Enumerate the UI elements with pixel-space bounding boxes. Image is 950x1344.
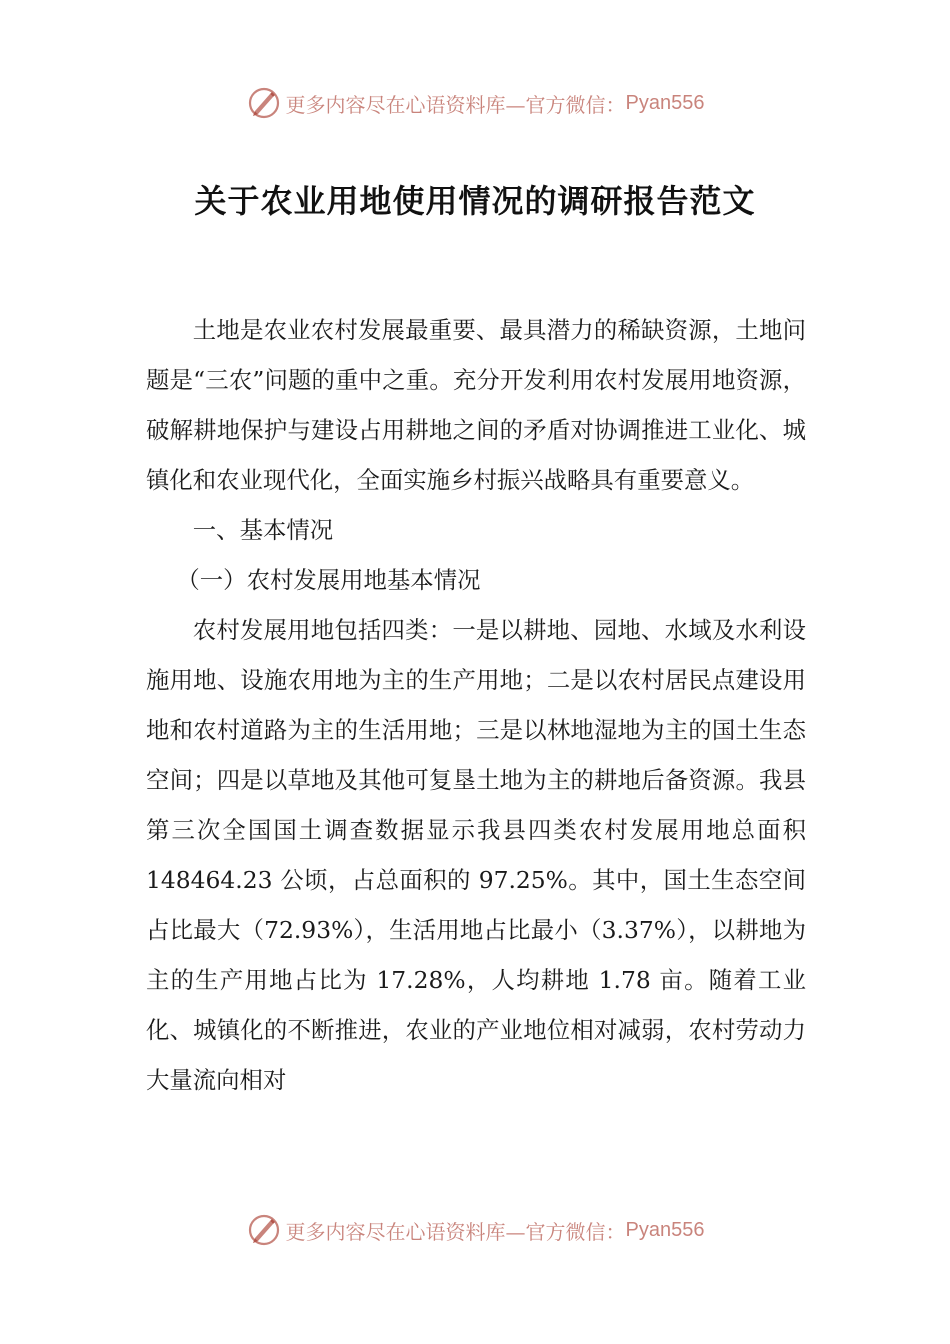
watermark-text: 更多内容尽在心语资料库—官方微信： (285, 92, 626, 117)
pen-emblem-icon (246, 85, 282, 121)
footer-watermark-banner (0, 1208, 950, 1252)
wechat-id: Pyan556 (625, 1218, 705, 1241)
subsection-heading: （一）农村发展用地基本情况 (176, 566, 481, 594)
body-paragraph: 农村发展用地包括四类：一是以耕地、园地、水域及水利设施用地、设施农用地为主的生产用地；二是以农村居民点建设用地和农村道路为主的生活用地；三是以林地湿地为主的国土生态空间；四是以草地及其他可复垦土地为主的耕地后备资源。我县第三次全国国土调查数据显示我县四类农村发展用地总面积 148464.23 公顷，占总面积的 97.25%。其中，国土生态空间占比最大（72.93%），生活用地占比最小（3.37%），以耕地为主的生产用地占比为 17.28%，人均耕地 1.78 亩。随着工业化、城镇化的不断推进，农业的产业地位相对减弱，农村劳动力大量流向相对 (146, 616, 806, 1094)
document-body (146, 305, 806, 1105)
pen-emblem-icon (246, 1212, 282, 1248)
intro-paragraph: 土地是农业农村发展最重要、最具潜力的稀缺资源，土地问题是“三农”问题的重中之重。充分开发利用农村发展用地资源，破解耕地保护与建设占用耕地之间的矛盾对协调推进工业化、城镇化和农业现代化，全面实施乡村振兴战略具有重要意义。 (146, 316, 806, 494)
section-heading: 一、基本情况 (192, 516, 334, 544)
document-title: 关于农业用地使用情况的调研报告范文 (194, 182, 756, 220)
wechat-id: Pyan556 (625, 91, 705, 114)
header-watermark-banner (0, 81, 950, 125)
watermark-text: 更多内容尽在心语资料库—官方微信： (285, 1219, 626, 1244)
